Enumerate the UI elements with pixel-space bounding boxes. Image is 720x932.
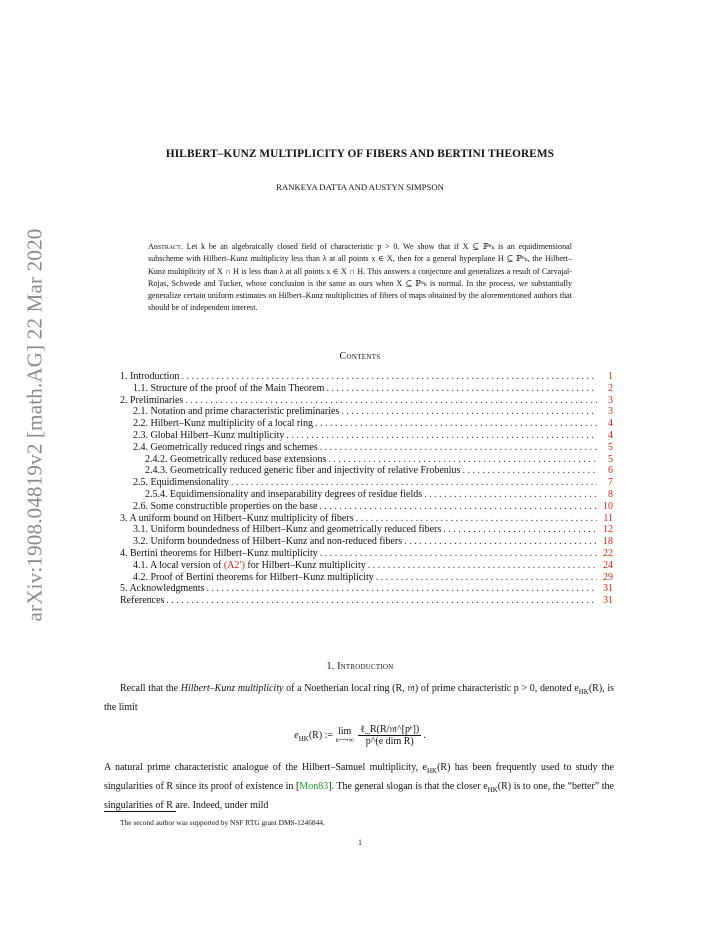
- formula-subscript: HK: [298, 734, 309, 743]
- toc-page-link[interactable]: 6: [608, 465, 613, 477]
- abstract-text: Let k be an algebraically closed field of characteristic p > 0. We show that if X ⊆ ℙⁿₖ is an equidimensional subscheme with Hilbert–Kunz multiplicity less than λ at all points x ∈ X, then for a general hyperplane H ⊆ ℙⁿₖ, the Hilbert–Kunz multiplicity of X ∩ H is less than λ at all points x ∈ X ∩ H. This answers a conjecture and generalizes a result of Carvajal-Rojas, Schwede and Tucker, whose conclusion is the same as ours when X ⊆ ℙⁿₖ is normal. In the process, we substantially generalize certain uniform estimates on Hilbert–Kunz multiplicities of fibers of maps obtained by the aforementioned authors that should be of independent interest.: [148, 242, 572, 313]
- toc-entry-label: 3.2. Uniform boundedness of Hilbert–Kunz and non-reduced fibers: [133, 536, 403, 548]
- toc-leader-dots: [320, 442, 597, 454]
- toc-page-link[interactable]: 2: [608, 382, 613, 394]
- toc-page-link[interactable]: 31: [603, 583, 613, 595]
- toc-leader-dots: [320, 548, 597, 560]
- toc-leader-dots: [404, 536, 597, 548]
- section-heading-introduction: 1. Introduction: [326, 661, 394, 672]
- toc-entry-label-part: 4.1. A local version of: [133, 559, 224, 571]
- toc-leader-dots: [181, 371, 597, 383]
- toc-entry-label: 2.3. Global Hilbert–Kunz multiplicity: [133, 429, 285, 441]
- toc-page-link[interactable]: 29: [603, 571, 613, 583]
- toc-leader-dots: [286, 430, 597, 442]
- toc-leader-dots: [424, 489, 597, 501]
- toc-entry-label: References: [120, 595, 165, 607]
- toc-entry-label: 2.4. Geometrically reduced rings and schemes: [133, 441, 318, 453]
- toc-page-link[interactable]: 4: [608, 418, 613, 430]
- toc-entry[interactable]: [120, 572, 613, 584]
- toc-entry-label: 2.4.3. Geometrically reduced generic fiber and injectivity of relative Frobenius: [145, 465, 461, 477]
- fraction-numerator: ℓ_R(R/𝔪^[pᵉ]): [360, 724, 420, 735]
- limit-word: lim: [337, 725, 352, 737]
- toc-entry[interactable]: [120, 371, 613, 383]
- page-number: 1: [358, 838, 362, 847]
- fraction-denominator: p^(e dim R): [365, 736, 414, 747]
- toc-entry[interactable]: [120, 418, 613, 430]
- toc-entry-label: 2.5. Equidimensionality: [133, 477, 229, 489]
- toc-entry[interactable]: [120, 548, 613, 560]
- toc-page-link[interactable]: 5: [608, 441, 613, 453]
- abstract: [148, 241, 572, 315]
- toc-entry-label: 2.4.2. Geometrically reduced base extensions: [145, 453, 327, 465]
- hk-limit-formula: $e_{HK}(R)$ := lim e⟶∞ $\frac{\text{ℓ\_R(R/𝔪\textasciicircum{}[pᵉ])}}{\text{p\textasciicircum{}(e dim R)}}$ .: [294, 724, 426, 747]
- toc-page-link[interactable]: 5: [608, 453, 613, 465]
- intro-term: Hilbert–Kunz multiplicity: [180, 683, 284, 694]
- toc-entry[interactable]: [120, 489, 613, 501]
- toc-entry-label: 3. A uniform bound on Hilbert–Kunz multiplicity of fibers: [120, 512, 354, 524]
- arxiv-stamp: [20, 205, 50, 645]
- toc-entry-label: 4. Bertini theorems for Hilbert–Kunz multiplicity: [120, 547, 318, 559]
- intro-subscript: HK: [578, 688, 589, 696]
- toc-page-link[interactable]: 3: [608, 394, 613, 406]
- formula-symbol: e: [294, 729, 299, 741]
- toc-entry-label: 3.1. Uniform boundedness of Hilbert–Kunz and geometrically reduced fibers: [133, 524, 442, 536]
- contents-title: Contents: [339, 351, 381, 362]
- paper-authors: RANKEYA DATTA AND AUSTYN SIMPSON: [276, 182, 444, 192]
- toc-entry[interactable]: [120, 583, 613, 595]
- formula-text: (R) :=: [308, 729, 334, 741]
- toc-leader-dots: [185, 395, 597, 407]
- intro-subscript: HK: [487, 786, 498, 795]
- toc-page-link[interactable]: 3: [608, 406, 613, 418]
- toc-page-link[interactable]: 31: [603, 595, 613, 607]
- toc-entry-label: 5. Acknowledgments: [120, 583, 205, 595]
- toc-entry[interactable]: [120, 501, 613, 513]
- toc-leader-dots: [206, 583, 597, 595]
- toc-page-link[interactable]: 1: [608, 371, 613, 382]
- toc-entry[interactable]: [120, 395, 613, 407]
- intro-text: (R) is to one, the “better” the singularities of R are. Indeed, under mild: [104, 781, 614, 812]
- toc-entry[interactable]: [120, 513, 613, 525]
- toc-entry[interactable]: [120, 454, 613, 466]
- toc-entry[interactable]: [120, 442, 613, 454]
- toc-page-link[interactable]: 18: [603, 536, 613, 548]
- intro-text: Recall that the: [120, 683, 181, 694]
- toc-entry-label: 2.2. Hilbert–Kunz multiplicity of a local ring: [133, 418, 313, 430]
- toc-entry-label: 1.1. Structure of the proof of the Main Theorem: [133, 382, 325, 394]
- intro-text: ]. The general slogan is that the closer e: [328, 781, 488, 793]
- toc-page-link[interactable]: 12: [603, 524, 613, 536]
- table-of-contents: [120, 371, 613, 607]
- intro-text: of a Noetherian local ring (R, 𝔪) of prime characteristic p > 0, denoted e: [283, 683, 579, 694]
- toc-entry-label: 2.6. Some constructible properties on the base: [133, 500, 318, 512]
- toc-leader-dots: [376, 572, 597, 584]
- toc-leader-dots: [356, 513, 597, 525]
- toc-entry-label: 2.5.4. Equidimensionality and inseparability degrees of residue fields: [145, 488, 423, 500]
- toc-entry-label: 1. Introduction: [120, 371, 180, 382]
- toc-leader-dots: [341, 406, 597, 418]
- intro-paragraph-1: [104, 681, 614, 715]
- toc-entry[interactable]: [120, 477, 613, 489]
- toc-leader-dots: [166, 595, 597, 607]
- toc-page-link[interactable]: 8: [608, 488, 613, 500]
- intro-text: A natural prime characteristic analogue of the Hilbert–Samuel multiplicity, e: [104, 762, 427, 773]
- toc-page-link[interactable]: 4: [608, 429, 613, 441]
- toc-leader-dots: [326, 383, 597, 395]
- toc-entry[interactable]: [120, 383, 613, 395]
- toc-entry[interactable]: [120, 406, 613, 418]
- toc-page-link[interactable]: 7: [608, 477, 613, 489]
- toc-entry-ref-link[interactable]: (A2′): [223, 559, 245, 571]
- toc-entry-label: [133, 560, 366, 572]
- toc-leader-dots: [231, 477, 597, 489]
- toc-entry[interactable]: [120, 536, 613, 548]
- toc-leader-dots: [319, 501, 597, 513]
- arxiv-stamp-text: arXiv:1908.04819v2 [math.AG] 22 Mar 2020: [22, 228, 47, 622]
- toc-entry-label-part: for Hilbert–Kunz multiplicity: [244, 559, 366, 571]
- toc-leader-dots: [443, 524, 597, 536]
- toc-leader-dots: [462, 465, 597, 477]
- toc-entry[interactable]: [120, 595, 613, 607]
- toc-entry[interactable]: [120, 560, 613, 572]
- formula-limit: [336, 727, 354, 745]
- toc-page-link[interactable]: 11: [603, 512, 613, 524]
- footnote: The second author was supported by NSF RTG grant DMS-1246844.: [120, 818, 325, 827]
- paper-title: HILBERT–KUNZ MULTIPLICITY OF FIBERS AND BERTINI THEOREMS: [165, 148, 555, 160]
- toc-entry[interactable]: [120, 465, 613, 477]
- intro-paragraph-2: [104, 760, 614, 814]
- intro-text: (R) has been frequently used to study the singularities of R since its proof of existence in [: [104, 762, 614, 793]
- citation-link[interactable]: Mon83: [299, 781, 329, 793]
- toc-leader-dots: [315, 418, 597, 430]
- toc-leader-dots: [368, 560, 597, 572]
- toc-entry-label: 2.1. Notation and prime characteristic preliminaries: [133, 406, 340, 418]
- intro-text: (R), is the limit: [104, 683, 614, 714]
- toc-entry[interactable]: [120, 524, 613, 536]
- toc-leader-dots: [328, 454, 597, 466]
- limit-subscript: e⟶∞: [335, 735, 354, 744]
- abstract-label: Abstract.: [148, 242, 183, 251]
- toc-entry-label: 2. Preliminaries: [120, 394, 184, 406]
- toc-page-link[interactable]: 10: [603, 500, 613, 512]
- toc-page-link[interactable]: 22: [603, 547, 613, 559]
- footnote-rule: [104, 811, 176, 812]
- toc-page-link[interactable]: 24: [603, 559, 613, 571]
- toc-entry-label: 4.2. Proof of Bertini theorems for Hilbert–Kunz multiplicity: [133, 571, 374, 583]
- toc-entry[interactable]: [120, 430, 613, 442]
- intro-subscript: HK: [426, 767, 438, 775]
- formula-fraction: [358, 724, 421, 747]
